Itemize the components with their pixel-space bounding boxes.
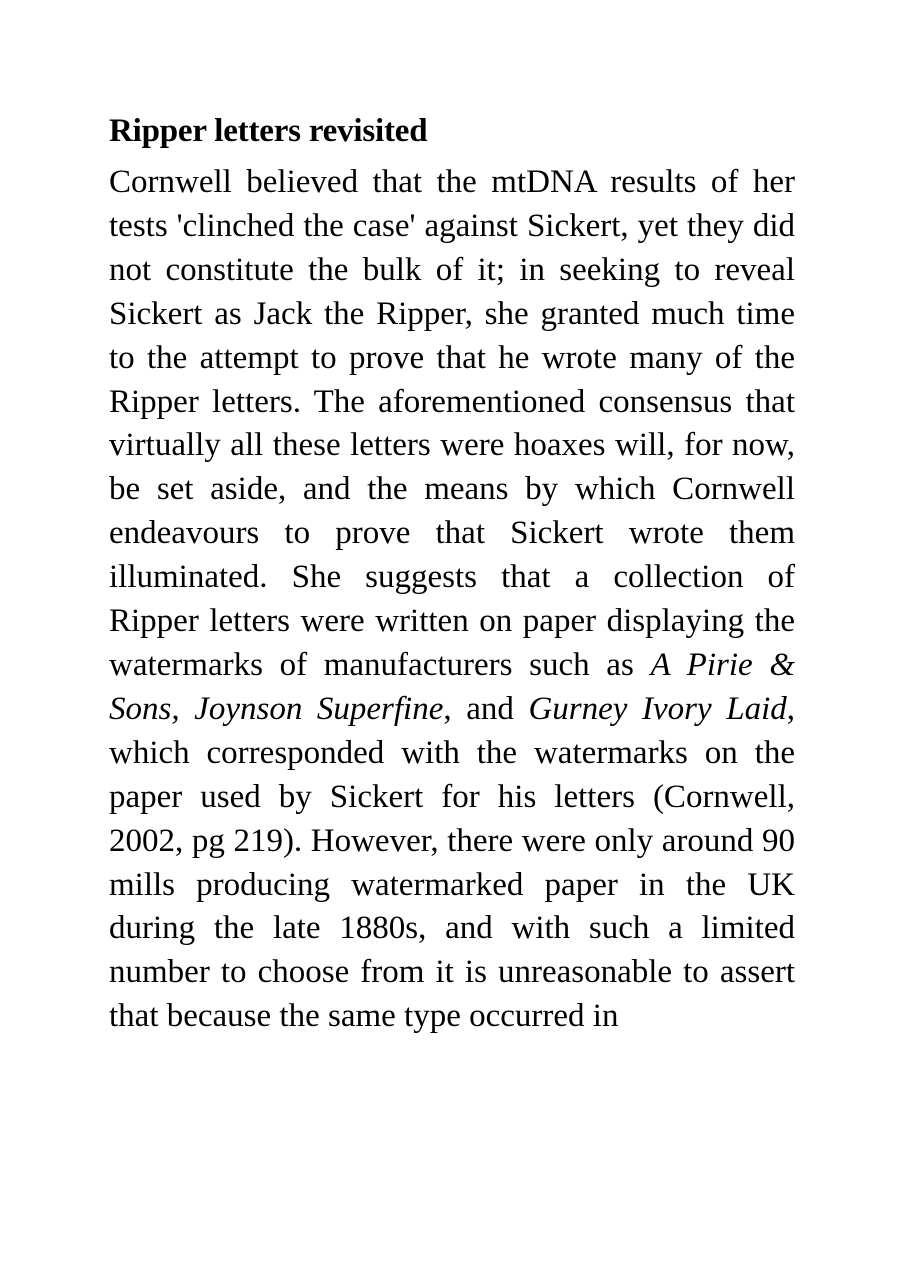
body-paragraph <box>109 161 795 1039</box>
section-heading: Ripper letters revisited <box>109 113 428 149</box>
paragraph-text-3: , which corresponded with the watermarks on the paper used by Sickert for his letters (Cornwell, 2002, pg 219). However, there were only around 90 mills producing watermarked paper in the UK during the late 1880s, and with such a limited number to choose from it is unreasonable to assert that because the same type occurred in <box>109 690 795 1035</box>
paragraph-italic-2: Gurney Ivory Laid <box>528 690 787 727</box>
paragraph-text-2: , and <box>443 690 529 727</box>
document-page <box>109 108 795 1039</box>
paragraph-italic-1: A Pirie & Sons, Joynson Superfine <box>109 646 795 727</box>
paragraph-text-1: Cornwell believed that the mtDNA results of her tests 'clinched the case' against Sickert, yet they did not constitute the bulk of it; in seeking to reveal Sickert as Jack the Ripper, she granted much time to the attempt to prove that he wrote many of the Ripper letters. The aforementioned consensus that virtually all these letters were hoaxes will, for now, be set aside, and the means by which Cornwell endeavours to prove that Sickert wrote them illuminated. She suggests that a collection of Ripper letters were written on paper displaying the watermarks of manufacturers such as <box>109 164 795 683</box>
